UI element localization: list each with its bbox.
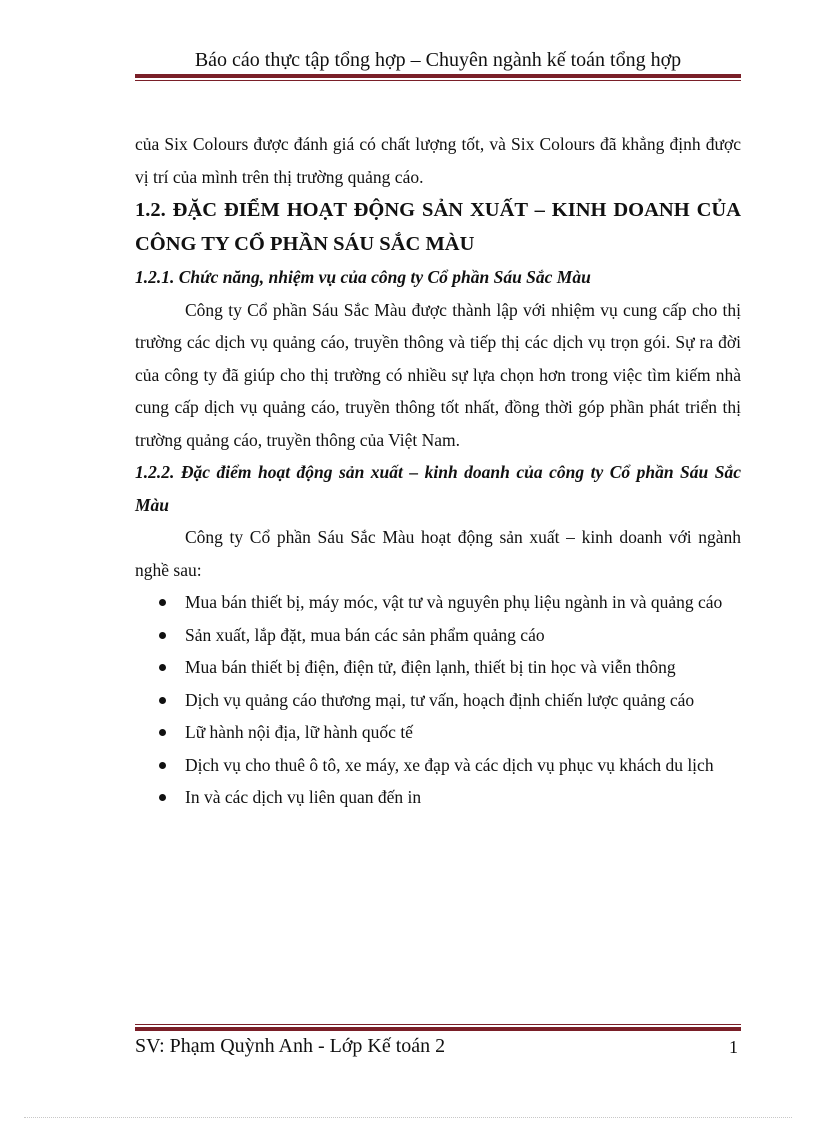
bullet-icon bbox=[159, 632, 166, 639]
section-heading: 1.2. ĐẶC ĐIỂM HOẠT ĐỘNG SẢN XUẤT – KINH DOANH CỦA CÔNG TY CỔ PHẦN SÁU SẮC MÀU bbox=[135, 199, 741, 255]
bullet-icon bbox=[159, 599, 166, 606]
bullet-icon bbox=[159, 794, 166, 801]
bullet-icon bbox=[159, 762, 166, 769]
subsection-paragraph-1-2-1: Công ty Cổ phần Sáu Sắc Màu được thành lập với nhiệm vụ cung cấp cho thị trường các dịch vụ quảng cáo, truyền thông và tiếp thị các dịch vụ trọn gói. Sự ra đời của công ty đã giúp cho thị trường có nhiều sự lựa chọn hơn trong việc tìm kiếm nhà cung cấp dịch vụ quảng cáo, truyền thông tốt nhất, đồng thời góp phần phát triển thị trường quảng cáo, truyền thông của Việt Nam. bbox=[135, 299, 741, 450]
intro-paragraph: của Six Colours được đánh giá có chất lượng tốt, và Six Colours đã khẳng định được vị trí của mình trên thị trường quảng cáo. bbox=[135, 134, 741, 187]
page-bottom-border bbox=[24, 1117, 792, 1118]
list-item: Mua bán thiết bị điện, điện tử, điện lạnh, thiết bị tin học và viễn thông bbox=[135, 651, 741, 684]
list-item: Dịch vụ quảng cáo thương mại, tư vấn, hoạch định chiến lược quảng cáo bbox=[135, 684, 741, 717]
list-item: Sản xuất, lắp đặt, mua bán các sản phẩm quảng cáo bbox=[135, 619, 741, 652]
subsection-heading-1-2-1: 1.2.1. Chức năng, nhiệm vụ của công ty Cổ phần Sáu Sắc Màu bbox=[135, 267, 591, 287]
page-body bbox=[135, 128, 741, 814]
header-title: Báo cáo thực tập tổng hợp – Chuyên ngành kế toán tổng hợp bbox=[194, 49, 682, 71]
subsection-paragraph-1-2-2: Công ty Cổ phần Sáu Sắc Màu hoạt động sản xuất – kinh doanh với ngành nghề sau: bbox=[135, 527, 741, 580]
list-item: Mua bán thiết bị, máy móc, vật tư và nguyên phụ liệu ngành in và quảng cáo bbox=[135, 586, 741, 619]
header-rule bbox=[135, 74, 741, 81]
bullet-icon bbox=[159, 729, 166, 736]
list-item: Dịch vụ cho thuê ô tô, xe máy, xe đạp và các dịch vụ phục vụ khách du lịch bbox=[135, 749, 741, 782]
page-number: 1 bbox=[729, 1037, 738, 1057]
list-item: Lữ hành nội địa, lữ hành quốc tế bbox=[135, 716, 741, 749]
subsection-heading-1-2-2: 1.2.2. Đặc điểm hoạt động sản xuất – kinh doanh của công ty Cổ phần Sáu Sắc Màu bbox=[135, 462, 741, 515]
business-lines-list bbox=[135, 586, 741, 814]
list-item: In và các dịch vụ liên quan đến in bbox=[135, 781, 741, 814]
footer-author: SV: Phạm Quỳnh Anh - Lớp Kế toán 2 bbox=[135, 1035, 446, 1057]
footer-rule bbox=[135, 1024, 741, 1031]
bullet-icon bbox=[159, 664, 166, 671]
bullet-icon bbox=[159, 697, 166, 704]
